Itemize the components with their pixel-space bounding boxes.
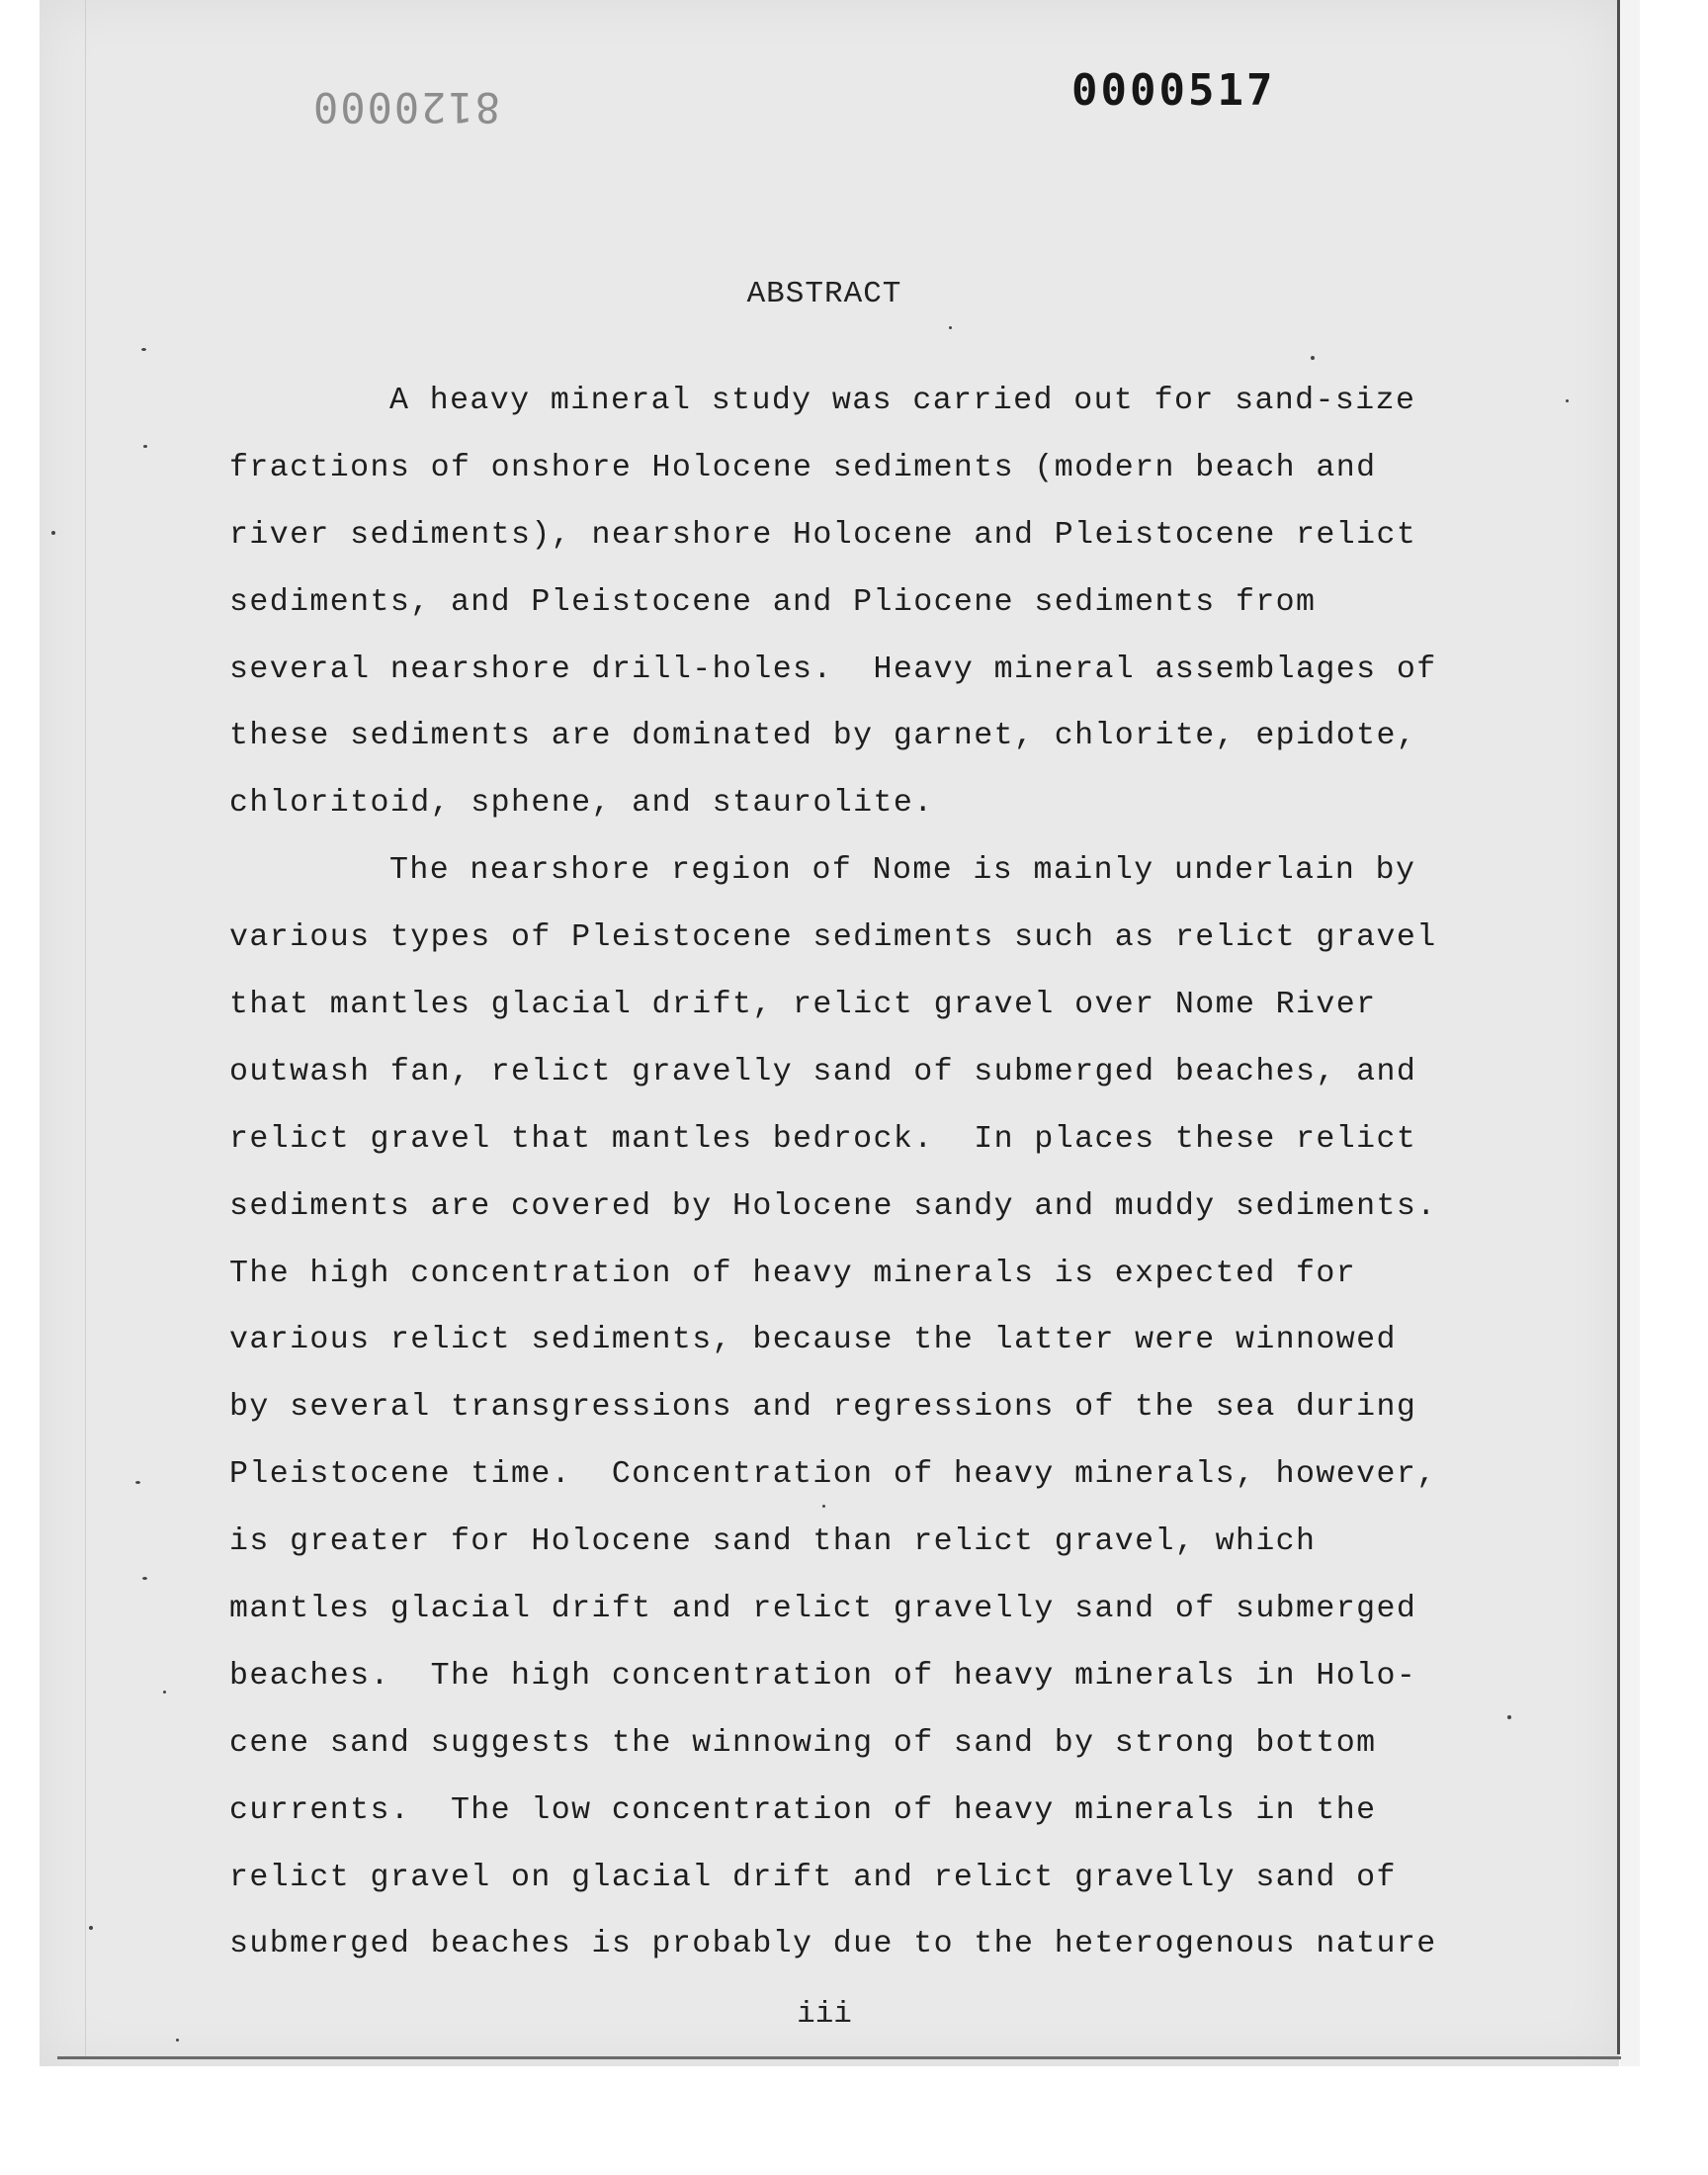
scan-speck	[89, 1926, 93, 1930]
text-line: outwash fan, relict gravelly sand of submerged beaches, and	[229, 1054, 1417, 1089]
text-line: submerged beaches is probably due to the heterogenous nature	[229, 1927, 1437, 1962]
page-bottom-edge	[57, 2056, 1621, 2059]
scan-speck	[143, 445, 147, 448]
text-line: that mantles glacial drift, relict gravel over Nome River	[229, 988, 1377, 1023]
text-line: A heavy mineral study was carried out for sand-size	[389, 384, 1416, 418]
faded-stamp-number: 8120000	[311, 83, 501, 131]
scan-speck	[141, 348, 146, 351]
text-line: fractions of onshore Holocene sediments (modern beach and	[229, 450, 1377, 485]
document-number-stamp: 0000517	[1071, 65, 1276, 116]
scan-speck	[822, 1505, 825, 1508]
text-line: relict gravel on glacial drift and relict gravelly sand of	[229, 1860, 1397, 1895]
text-line: various relict sediments, because the latter were winnowed	[229, 1323, 1397, 1358]
scan-speck	[176, 2039, 179, 2042]
text-line: sediments are covered by Holocene sandy and muddy sediments.	[229, 1188, 1437, 1224]
scan-speck	[51, 531, 55, 535]
text-line: The high concentration of heavy minerals is expected for	[229, 1256, 1357, 1291]
scan-speck	[135, 1481, 140, 1484]
text-line: several nearshore drill-holes. Heavy mineral assemblages of	[229, 652, 1437, 687]
scan-speck	[1311, 356, 1315, 360]
text-line: mantles glacial drift and relict gravelly sand of submerged	[229, 1592, 1417, 1627]
scan-speck	[163, 1691, 166, 1694]
text-line: The nearshore region of Nome is mainly underlain by	[389, 853, 1416, 889]
text-line: Pleistocene time. Concentration of heavy minerals, however,	[229, 1457, 1437, 1493]
text-line: sediments, and Pleistocene and Pliocene sediments from	[229, 584, 1317, 620]
scan-speck	[142, 1577, 147, 1580]
text-line: currents. The low concentration of heavy minerals in the	[229, 1792, 1377, 1828]
text-line: is greater for Holocene sand than relict gravel, which	[229, 1524, 1317, 1560]
text-line: chloritoid, sphene, and staurolite.	[229, 786, 934, 822]
text-line: these sediments are dominated by garnet, chlorite, epidote,	[229, 719, 1417, 754]
scan-speck	[1507, 1715, 1511, 1719]
abstract-body	[229, 368, 1465, 1978]
text-line: relict gravel that mantles bedrock. In places these relict	[229, 1121, 1417, 1157]
scan-speck	[1566, 399, 1569, 402]
text-line: various types of Pleistocene sediments such as relict gravel	[229, 920, 1437, 956]
scan-speck	[949, 326, 952, 329]
text-line: cene sand suggests the winnowing of sand by strong bottom	[229, 1725, 1377, 1761]
text-line: beaches. The high concentration of heavy minerals in Holo-	[229, 1658, 1417, 1694]
text-line: by several transgressions and regressions of the sea during	[229, 1390, 1417, 1426]
abstract-heading: ABSTRACT	[746, 277, 902, 311]
text-line: river sediments), nearshore Holocene and Pleistocene relict	[229, 517, 1417, 553]
page-number: iii	[797, 1997, 852, 2032]
